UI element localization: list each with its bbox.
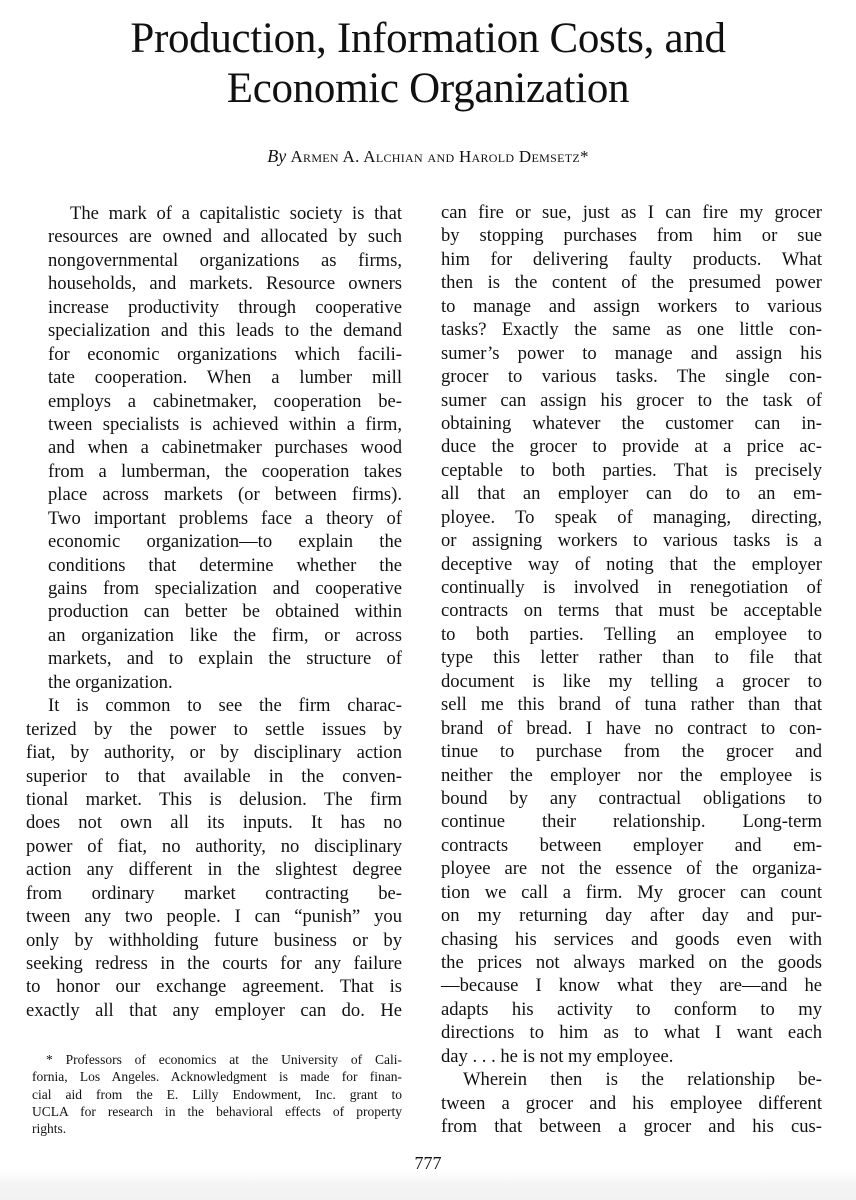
- text-line: It is common to see the firm charac-: [48, 695, 402, 717]
- paragraph: [26, 694, 402, 1022]
- text-line: Wherein then is the relationship be-: [463, 1069, 822, 1091]
- text-line: can fire or sue, just as I can fire my grocer: [441, 202, 822, 223]
- footnote-line: cial aid from the E. Lilly Endowment, Inc. grant to: [32, 1086, 402, 1102]
- text-line: households, and markets. Resource owners: [48, 273, 402, 295]
- text-line: place across markets (or between firms).: [48, 484, 402, 506]
- text-line: tween specialists is achieved within a firm,: [48, 413, 402, 435]
- text-line: continue their relationship. Long-term: [441, 811, 822, 833]
- text-line: obtaining whatever the customer can in-: [441, 412, 822, 434]
- text-line: document is like my telling a grocer to: [441, 670, 822, 692]
- text-line: fiat, by authority, or by disciplinary action: [26, 742, 402, 764]
- text-line: tate cooperation. When a lumber mill: [48, 367, 402, 389]
- text-line: directions to him as to what I want each: [441, 1022, 822, 1044]
- text-line: and when a cabinetmaker purchases wood: [48, 437, 402, 459]
- byline-prefix: By: [267, 146, 287, 166]
- text-line: bound by any contractual obligations to: [441, 787, 822, 809]
- text-line: nongovernmental organizations as firms,: [48, 249, 402, 271]
- text-line: ceptable to both parties. That is precisely: [441, 459, 822, 481]
- text-line: Two important problems face a theory of: [48, 507, 402, 529]
- text-line: sumer’s power to manage and assign his: [441, 342, 822, 364]
- text-line: then is the content of the presumed power: [441, 272, 822, 294]
- text-line: tional market. This is delusion. The firm: [26, 788, 402, 810]
- text-line: tion we call a firm. My grocer can count: [441, 881, 822, 903]
- text-line: duce the grocer to provide at a price ac-: [441, 436, 822, 458]
- text-line: increase productivity through cooperative: [48, 296, 402, 318]
- paragraph: [441, 201, 822, 1068]
- text-line: does not own all its inputs. It has no: [26, 812, 402, 834]
- text-line: action any different in the slightest degree: [26, 859, 402, 881]
- text-line: tween a grocer and his employee different: [441, 1092, 822, 1114]
- article-title-line-1: Production, Information Costs, and: [130, 15, 726, 62]
- text-line: contracts on terms that must be acceptable: [441, 600, 822, 622]
- text-line: or assigning workers to various tasks is a: [441, 530, 822, 552]
- text-line: seeking redress in the courts for any failure: [26, 953, 402, 974]
- text-line: the prices not always marked on the goods: [441, 952, 822, 973]
- text-line: markets, and to explain the structure of: [48, 648, 402, 670]
- text-line: terized by the power to settle issues by: [26, 718, 402, 740]
- text-line: contracts between employer and em-: [441, 834, 822, 856]
- footnote: [32, 1051, 402, 1137]
- text-line: him for delivering faulty products. What: [441, 248, 822, 270]
- text-line: to manage and assign workers to various: [441, 295, 822, 317]
- text-line: on my returning day after day and pur-: [441, 905, 822, 927]
- text-line: ployee are not the essence of the organiza-: [441, 858, 822, 880]
- text-line: employs a cabinetmaker, cooperation be-: [48, 390, 402, 412]
- text-line: from a lumberman, the cooperation takes: [48, 460, 402, 482]
- footnote-line: fornia, Los Angeles. Acknowledgment is made for finan-: [32, 1069, 402, 1085]
- text-line: to both parties. Telling an employee to: [441, 623, 822, 645]
- footnote-line: UCLA for research in the behavioral effects of property: [32, 1103, 402, 1119]
- left-column: [26, 202, 402, 1022]
- text-line: —because I know what they are—and he: [441, 975, 822, 997]
- page-number: 777: [414, 1153, 442, 1173]
- text-line: all that an employer can do to an em-: [441, 483, 822, 505]
- text-line: an organization like the firm, or across: [48, 624, 402, 646]
- text-line: type this letter rather than to file that: [441, 647, 822, 669]
- text-line: only by withholding future business or by: [26, 929, 402, 951]
- text-line: ployee. To speak of managing, directing,: [441, 506, 822, 528]
- text-line: grocer to various tasks. The single con-: [441, 366, 822, 388]
- paragraph: [441, 1068, 822, 1138]
- text-line: tinue to purchase from the grocer and: [441, 741, 822, 763]
- text-line: power of fiat, no authority, no disciplinary: [26, 835, 402, 857]
- text-line: economic organization—to explain the: [48, 531, 402, 553]
- text-line: gains from specialization and cooperative: [48, 578, 402, 599]
- text-line: resources are owned and allocated by such: [48, 226, 402, 248]
- text-line: superior to that available in the conven-: [26, 765, 402, 787]
- text-line: to honor our exchange agreement. That is: [26, 976, 402, 998]
- article-title-line-2: Economic Organization: [226, 65, 630, 112]
- text-line: deceptive way of noting that the employer: [441, 553, 822, 575]
- text-line: adapts his activity to conform to my: [441, 998, 822, 1020]
- author-byline: [0, 145, 856, 168]
- text-line: specialization and this leads to the demand: [48, 320, 402, 342]
- text-line: The mark of a capitalistic society is that: [70, 203, 402, 224]
- right-column: [441, 201, 822, 1139]
- text-line: continually is involved in renegotiation of: [441, 577, 822, 598]
- text-line: by stopping purchases from him or sue: [441, 225, 822, 247]
- text-line: exactly all that any employer can do. He: [26, 999, 402, 1021]
- text-line: brand of bread. I have no contract to con-: [441, 717, 822, 739]
- text-line: from that between a grocer and his cus-: [441, 1116, 822, 1138]
- text-line: tasks? Exactly the same as one little con-: [441, 319, 822, 341]
- text-line: for economic organizations which facili-: [48, 343, 402, 365]
- text-line: conditions that determine whether the: [48, 554, 402, 576]
- text-line: production can better be obtained within: [48, 601, 402, 623]
- text-line: day . . . he is not my employee.: [441, 1045, 674, 1067]
- text-line: tween any two people. I can “punish” you: [26, 906, 402, 928]
- text-line: neither the employer nor the employee is: [441, 764, 822, 786]
- text-line: from ordinary market contracting be-: [26, 882, 402, 904]
- footnote-line: * Professors of economics at the University of Cali-: [46, 1052, 402, 1067]
- text-line: sumer can assign his grocer to the task of: [441, 389, 822, 411]
- footnote-line: rights.: [32, 1121, 67, 1137]
- text-line: chasing his services and goods even with: [441, 928, 822, 950]
- text-line: the organization.: [48, 671, 173, 693]
- paragraph: [26, 202, 402, 694]
- article-title: [0, 14, 856, 114]
- byline-authors: Armen A. Alchian and Harold Demsetz*: [290, 147, 589, 166]
- text-line: sell me this brand of tuna rather than that: [441, 694, 822, 716]
